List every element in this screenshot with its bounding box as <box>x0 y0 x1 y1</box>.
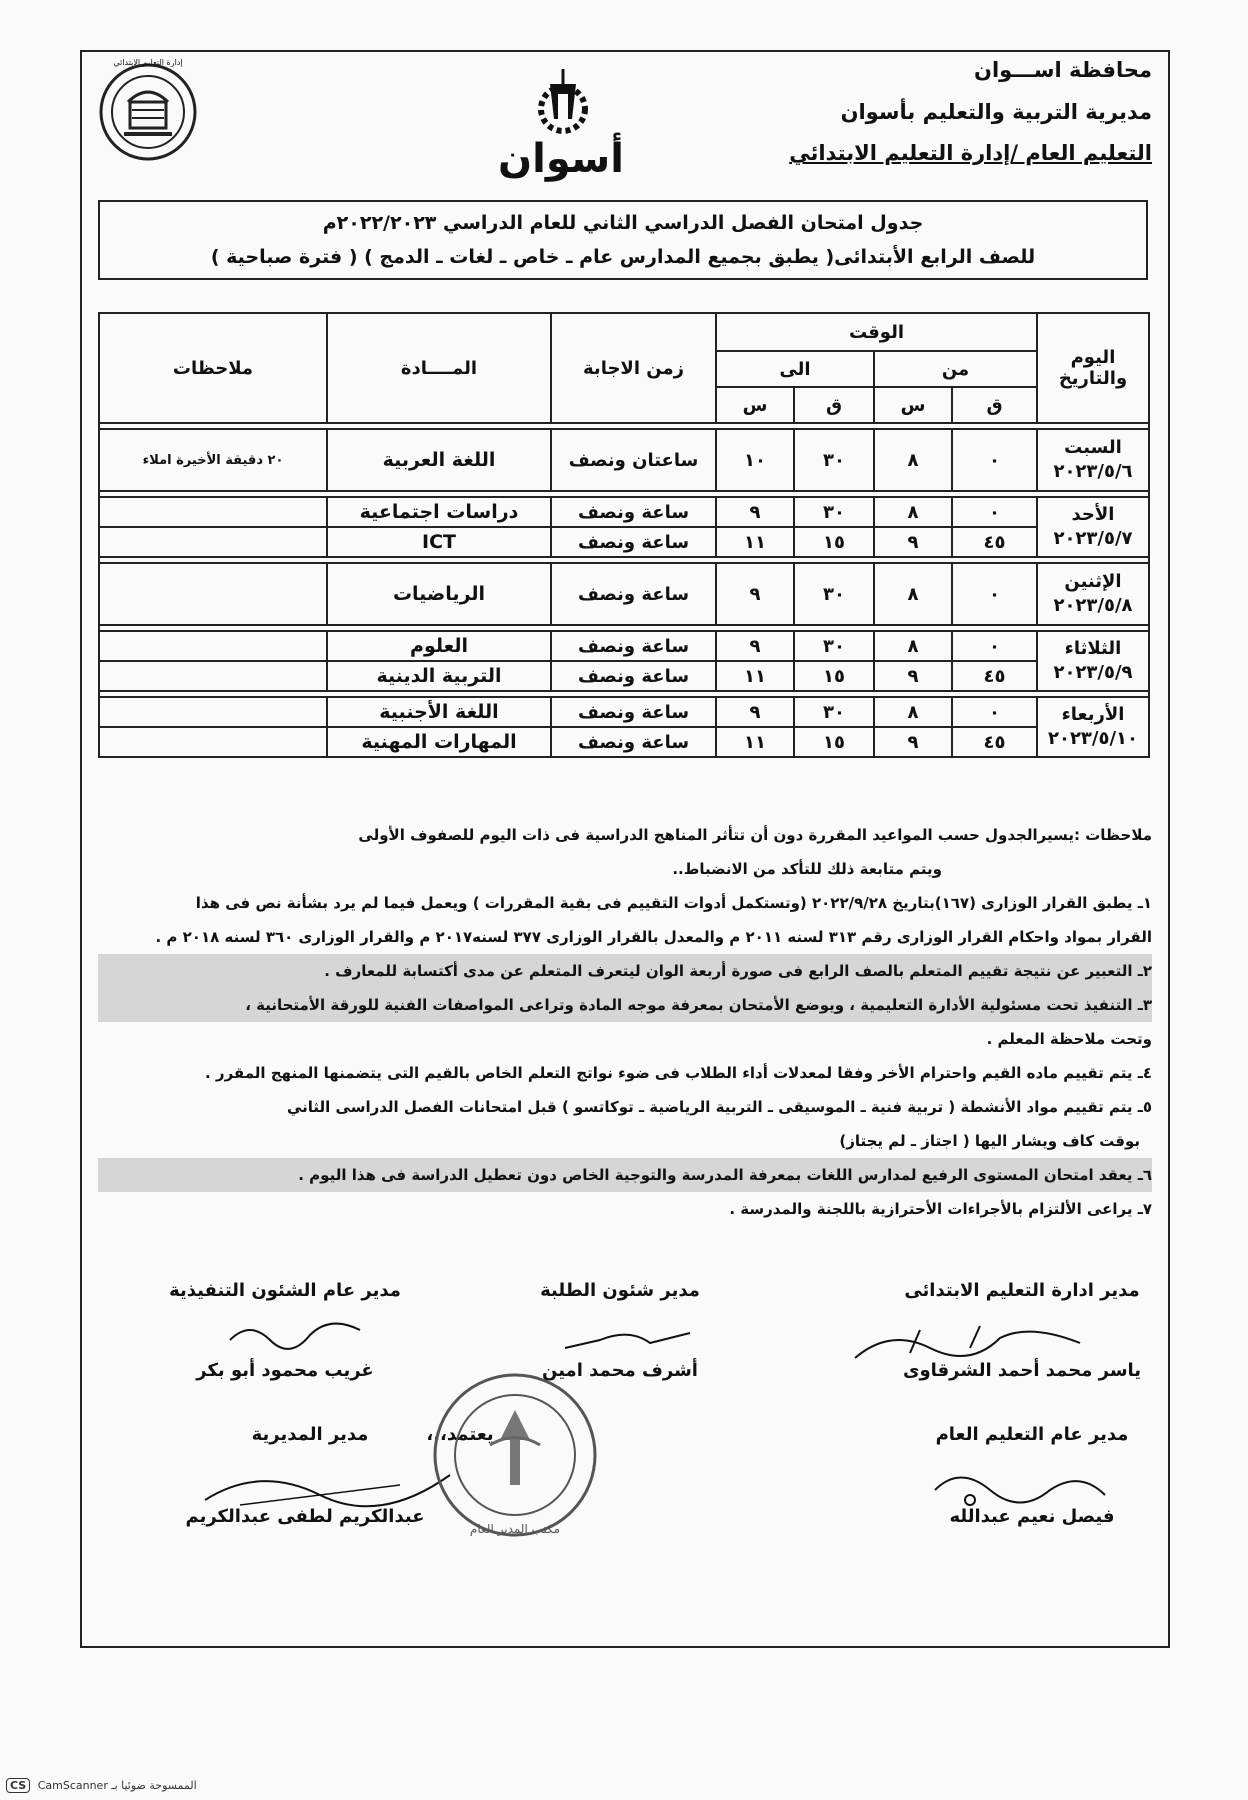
to-minute-cell: ٣٠ <box>794 697 874 727</box>
table-row <box>99 497 1149 527</box>
from-minute-cell: ٠ <box>952 631 1037 661</box>
to-hour-cell: ١١ <box>716 727 794 757</box>
table-row <box>99 631 1149 661</box>
day-date-cell <box>1037 697 1149 757</box>
stamp-text: مكتب المدير العام <box>469 1522 561 1536</box>
sig-exec-title: مدير عام الشئون التنفيذية <box>169 1280 401 1301</box>
exam-date: ٢٠٢٣/٥/٦ <box>1053 461 1133 482</box>
sig-students-title: مدير شئون الطلبة <box>540 1280 700 1301</box>
subject-cell: دراسات اجتماعية <box>327 497 551 527</box>
governorate-heading: محافظة اســـوان <box>974 58 1152 82</box>
header-from-minute: ق <box>952 387 1037 423</box>
note-7: ٧ـ يراعى الألتزام بالأجراءات الأحترازية باللجنة والمدرسة . <box>729 1200 1152 1218</box>
exam-date: ٢٠٢٣/٥/٨ <box>1053 595 1133 616</box>
document-title-box <box>98 200 1148 280</box>
to-hour-cell: ١١ <box>716 527 794 557</box>
scanner-caption: الممسوحة ضوئيا بـ <box>111 1779 197 1792</box>
table-row <box>99 727 1149 757</box>
note-cell <box>99 497 327 527</box>
header-subject: المــــادة <box>327 313 551 423</box>
to-hour-cell: ٩ <box>716 563 794 625</box>
header-day-date: اليوم والتاريخ <box>1037 313 1149 423</box>
subject-cell: ICT <box>327 527 551 557</box>
title-line-1: جدول امتحان الفصل الدراسي الثاني للعام الدراسي ٢٠٢٢/٢٠٢٣م <box>322 212 924 234</box>
to-hour-cell: ٩ <box>716 697 794 727</box>
scanner-app-name: CamScanner <box>37 1779 108 1792</box>
note-5a: ٥ـ يتم تقييم مواد الأنشطة ( تربية فنية ـ الموسيقى ـ التربية الرياضية ـ توكاتسو ) قبل امتحانات الفصل الدراسى الثاني <box>286 1098 1152 1116</box>
sig-general-title: مدير عام التعليم العام <box>935 1424 1129 1445</box>
note-2: ٢ـ التعبير عن نتيجة تقييم المتعلم بالصف الرابع فى صورة أربعة الوان ليتعرف المتعلم عن مدى أكتسابة للمعارف . <box>98 954 1152 988</box>
camscanner-icon: CS <box>6 1778 30 1793</box>
duration-cell: ساعة ونصف <box>551 497 716 527</box>
sig-exec-name: غريب محمود أبو بكر <box>196 1360 374 1381</box>
note-1b: القرار بمواد واحكام القرار الوزارى رقم ٣١٣ لسنه ٢٠١١ م والمعدل بالقرار الوزارى ٣٧٧ لسنه٢٠١٧ م والقرار الوزارى ٣٦٠ لسنه ٢٠١٨ م . <box>155 928 1152 946</box>
header-to: الى <box>716 351 874 387</box>
table-row <box>99 661 1149 691</box>
note-cell <box>99 631 327 661</box>
from-hour-cell: ٨ <box>874 429 952 491</box>
subject-cell: اللغة الأجنبية <box>327 697 551 727</box>
day-name: الإثنين <box>1064 571 1122 592</box>
header-duration: زمن الاجابة <box>551 313 716 423</box>
title-line-2: للصف الرابع الأبتدائى( يطبق بجميع المدارس عام ـ خاص ـ لغات ـ الدمج ) ( فترة صباحية ) <box>210 246 1036 268</box>
to-minute-cell: ٣٠ <box>794 429 874 491</box>
from-minute-cell: ٠ <box>952 563 1037 625</box>
note-4: ٤ـ يتم تقييم ماده القيم واحترام الأخر وفقا لمعدلات أداء الطلاب فى ضوء نواتج التعلم الخاص بالقيم التى يتضمنها المنهج المقرر . <box>205 1064 1152 1082</box>
note-3b: وتحت ملاحظة المعلم . <box>986 1030 1152 1048</box>
day-date-cell <box>1037 497 1149 557</box>
day-name: السبت <box>1064 437 1122 458</box>
duration-cell: ساعة ونصف <box>551 527 716 557</box>
duration-cell: ساعة ونصف <box>551 727 716 757</box>
from-minute-cell: ٠ <box>952 497 1037 527</box>
schedule-body <box>99 429 1149 757</box>
students-signature-scribble <box>560 1318 700 1358</box>
subject-cell: الرياضيات <box>327 563 551 625</box>
duration-cell: ساعة ونصف <box>551 661 716 691</box>
subject-cell: التربية الدينية <box>327 661 551 691</box>
department-heading: التعليم العام /إدارة التعليم الابتدائي <box>789 141 1152 165</box>
notes-section <box>98 818 1152 1226</box>
day-date-cell <box>1037 631 1149 691</box>
to-hour-cell: ١١ <box>716 661 794 691</box>
note-cell <box>99 563 327 625</box>
sig-director-name: عبدالكريم لطفى عبدالكريم <box>185 1506 425 1527</box>
header-to-minute: ق <box>794 387 874 423</box>
sig-director-title: مدير المديرية <box>251 1424 369 1445</box>
from-minute-cell: ٤٥ <box>952 661 1037 691</box>
note-cell <box>99 661 327 691</box>
header-from-hour: س <box>874 387 952 423</box>
from-hour-cell: ٩ <box>874 527 952 557</box>
table-row <box>99 527 1149 557</box>
sig-approve-label: يعتمد،،، <box>426 1424 494 1445</box>
to-hour-cell: ١٠ <box>716 429 794 491</box>
sig-primary-title: مدير ادارة التعليم الابتدائى <box>904 1280 1140 1301</box>
to-minute-cell: ٣٠ <box>794 631 874 661</box>
from-hour-cell: ٨ <box>874 697 952 727</box>
table-row <box>99 429 1149 491</box>
notes-intro-2: ويتم متابعة ذلك للتأكد من الانضباط.. <box>672 860 942 878</box>
city-logo-text: أسوان <box>498 136 624 182</box>
from-minute-cell: ٤٥ <box>952 527 1037 557</box>
sig-primary-name: ياسر محمد أحمد الشرقاوى <box>902 1360 1142 1381</box>
note-cell <box>99 527 327 557</box>
to-hour-cell: ٩ <box>716 631 794 661</box>
from-hour-cell: ٩ <box>874 661 952 691</box>
day-date-cell <box>1037 563 1149 625</box>
left-logo-text: إدارة التعليم الابتدائي <box>113 58 183 67</box>
duration-cell: ساعة ونصف <box>551 697 716 727</box>
exam-date: ٢٠٢٣/٥/١٠ <box>1047 728 1139 749</box>
scanner-footer <box>0 1778 197 1793</box>
day-date-cell <box>1037 429 1149 491</box>
official-stamp <box>420 1370 610 1540</box>
note-3a: ٣ـ التنفيذ تحت مسئولية الأدارة التعليمية ، ويوضع الأمتحان بمعرفة موجه المادة وتراعى المواصفات الفنية للورقة الأمتحانية ، <box>98 988 1152 1022</box>
subject-cell: اللغة العربية <box>327 429 551 491</box>
to-minute-cell: ١٥ <box>794 527 874 557</box>
exam-schedule-table <box>98 312 1150 758</box>
to-minute-cell: ١٥ <box>794 727 874 757</box>
duration-cell: ساعة ونصف <box>551 563 716 625</box>
from-hour-cell: ٨ <box>874 563 952 625</box>
directorate-heading: مديرية التربية والتعليم بأسوان <box>840 100 1152 124</box>
duration-cell: ساعة ونصف <box>551 631 716 661</box>
day-name: الثلاثاء <box>1064 638 1122 659</box>
to-minute-cell: ٣٠ <box>794 563 874 625</box>
from-hour-cell: ٩ <box>874 727 952 757</box>
header-notes: ملاحظات <box>99 313 327 423</box>
day-name: الأربعاء <box>1061 704 1125 725</box>
note-5b: بوقت كاف ويشار اليها ( اجتاز ـ لم يجتاز) <box>839 1132 1140 1150</box>
from-hour-cell: ٨ <box>874 631 952 661</box>
to-hour-cell: ٩ <box>716 497 794 527</box>
exec-signature-scribble <box>220 1310 370 1355</box>
subject-cell: المهارات المهنية <box>327 727 551 757</box>
subject-cell: العلوم <box>327 631 551 661</box>
exam-date: ٢٠٢٣/٥/٩ <box>1053 662 1133 683</box>
header-to-hour: س <box>716 387 794 423</box>
table-row <box>99 697 1149 727</box>
notes-intro: ملاحظات :يسيرالجدول حسب المواعيد المقررة دون أن تتأثر المناهج الدراسية فى ذات اليوم للصفوف الأولى <box>358 826 1152 844</box>
to-minute-cell: ١٥ <box>794 661 874 691</box>
from-hour-cell: ٨ <box>874 497 952 527</box>
from-minute-cell: ٤٥ <box>952 727 1037 757</box>
note-cell <box>99 727 327 757</box>
header-time: الوقت <box>716 313 1037 351</box>
duration-cell: ساعتان ونصف <box>551 429 716 491</box>
primary-signature-scribble <box>850 1318 1090 1368</box>
note-6: ٦ـ يعقد امتحان المستوى الرفيع لمدارس اللغات بمعرفة المدرسة والتوجية الخاص دون تعطيل الدراسة فى هذا اليوم . <box>98 1158 1152 1192</box>
general-signature-scribble <box>930 1460 1110 1510</box>
primary-education-logo <box>98 62 198 162</box>
from-minute-cell: ٠ <box>952 697 1037 727</box>
to-minute-cell: ٣٠ <box>794 497 874 527</box>
table-row <box>99 563 1149 625</box>
note-cell: ٢٠ دقيقة الأخيرة املاء <box>99 429 327 491</box>
note-cell <box>99 697 327 727</box>
header-from: من <box>874 351 1037 387</box>
from-minute-cell: ٠ <box>952 429 1037 491</box>
sig-students-name: أشرف محمد امين <box>542 1360 698 1381</box>
day-name: الأحد <box>1071 504 1115 525</box>
sig-general-name: فيصل نعيم عبدالله <box>949 1506 1115 1527</box>
exam-date: ٢٠٢٣/٥/٧ <box>1053 528 1133 549</box>
note-1a: ١ـ يطبق القرار الوزارى (١٦٧)بتاريخ ٢٠٢٢/٩/٢٨ (وتستكمل أدوات التقييم فى بقية المقررات ) ويعمل فيما لم يرد بشأنة نص فى هذا <box>195 894 1152 912</box>
